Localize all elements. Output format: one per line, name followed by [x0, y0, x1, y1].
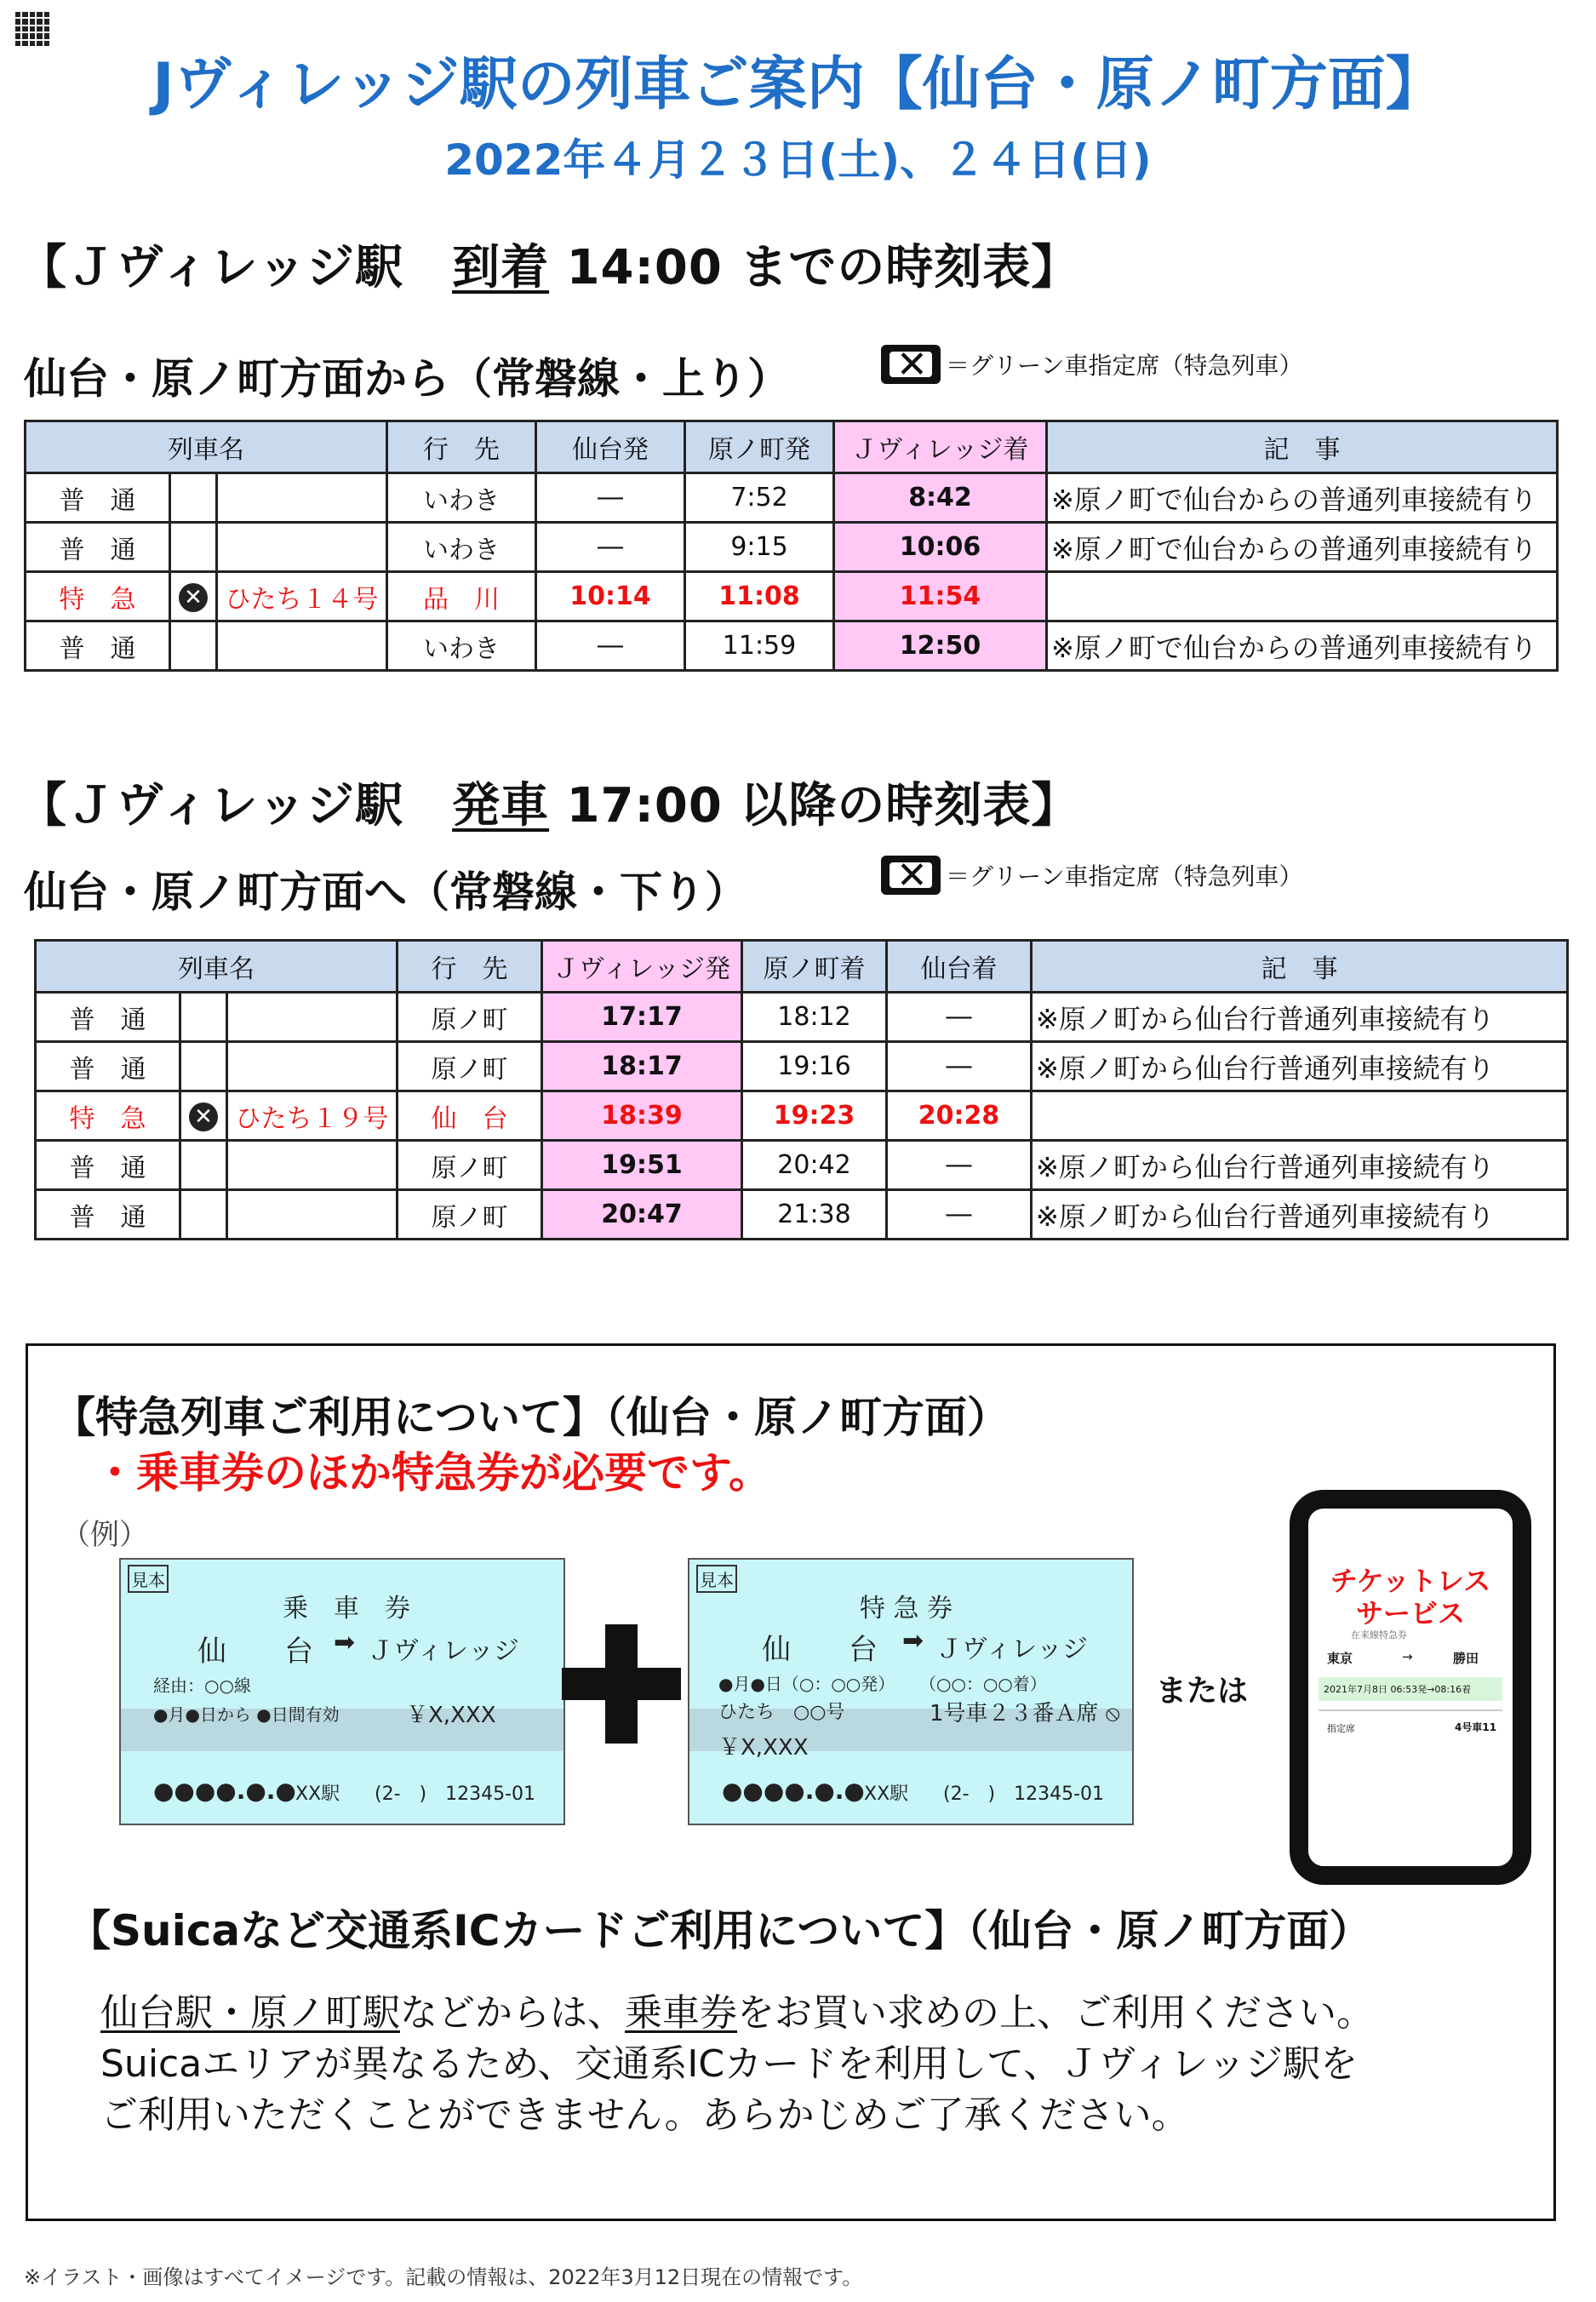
ticket-from: 仙 台 [762, 1633, 878, 1667]
time-cell: ― [887, 1042, 1032, 1091]
arrow-icon: ➡ [334, 1628, 356, 1658]
ticket-code: ●●●●.●.● [153, 1777, 296, 1805]
page-dates: 2022年４月２３日(土)、２４日(日) [444, 135, 1152, 185]
ticket-serial: (2- ) 12345-01 [375, 1784, 536, 1805]
sample-stamp: 見本 [696, 1565, 737, 1593]
departure-timetable [34, 939, 1569, 1240]
ticket-arrival: （○○：○○着） [919, 1674, 1047, 1694]
passenger-ticket-sample [119, 1558, 565, 1825]
phone-to: 勝田 [1453, 1651, 1479, 1666]
arrival-subheading: 仙台・原ノ町方面から（常磐線・上り） [24, 354, 790, 404]
green-car-icon [881, 856, 941, 895]
col-header: 原ノ町発 [685, 421, 834, 473]
ic-card-body: 仙台駅・原ノ町駅などからは、乗車券をお買い求めの上、ご利用ください。 Suicaエリアが異なるため、交通系ICカードを利用して、Ｊヴィレッジ駅を ご利用いただくことができません。あらかじめご了承ください。 [100, 1988, 1374, 2141]
green-car-icon: ✕ [189, 1102, 218, 1131]
ticket-serial: (2- ) 12345-01 [943, 1784, 1105, 1805]
ticket-station: XX駅 [864, 1784, 909, 1805]
phone-from: 東京 [1327, 1651, 1353, 1666]
table-row [36, 1091, 1568, 1141]
departure-subheading: 仙台・原ノ町方面へ（常磐線・下り） [24, 868, 747, 917]
train-type: 普 通 [26, 523, 170, 572]
time-cell: ― [887, 1190, 1032, 1240]
green-car-mark [180, 1141, 227, 1190]
time-cell: ― [536, 621, 685, 671]
train-type: 普 通 [36, 1141, 180, 1190]
ticket-to: Ｊヴィレッジ [936, 1635, 1088, 1664]
time-cell: ― [887, 1141, 1032, 1190]
green-car-mark [170, 621, 217, 671]
ticket-kind: 乗 車 券 [283, 1594, 410, 1623]
express-ticket-sample [688, 1558, 1134, 1825]
green-car-mark [170, 473, 217, 523]
ticketless-title: サービス [1355, 1597, 1465, 1629]
express-requirement: ・乗車券のほか特急券が必要です。 [94, 1448, 771, 1497]
train-type: 特 急 [26, 572, 170, 621]
note-cell: ※原ノ町から仙台行普通列車接続有り [1032, 993, 1568, 1042]
time-cell: ― [536, 473, 685, 523]
destination: いわき [387, 621, 536, 671]
time-cell: ― [887, 993, 1032, 1042]
note-cell: ※原ノ町で仙台からの普通列車接続有り [1047, 523, 1558, 572]
train-name [227, 1042, 398, 1091]
plus-icon [562, 1668, 681, 1700]
table-row [36, 1190, 1568, 1240]
example-label: （例） [61, 1518, 148, 1552]
ic-body-line: ご利用いただくことができません。あらかじめご了承ください。 [100, 2093, 1189, 2137]
time-cell: 18:17 [542, 1042, 742, 1091]
arrow-icon: → [1402, 1649, 1413, 1664]
col-header: Ｊヴィレッジ発 [542, 941, 742, 993]
green-car-legend [881, 345, 1302, 384]
ticket-price: ￥X,XXX [406, 1703, 496, 1728]
time-cell: 11:54 [834, 572, 1047, 621]
footer-note: ※イラスト・画像はすべてイメージです。記載の情報は、2022年3月12日現在の情報です。 [24, 2265, 863, 2289]
time-cell: 7:52 [685, 473, 834, 523]
time-cell: 20:28 [887, 1091, 1032, 1141]
ticket-departure: ●月●日（○：○○発） [718, 1674, 895, 1694]
green-car-mark [180, 993, 227, 1042]
table-row [26, 473, 1558, 523]
destination: いわき [387, 523, 536, 572]
phone-time: 2021年7月8日 06:53発→08:16着 [1324, 1684, 1472, 1695]
train-name [227, 993, 398, 1042]
train-name [217, 473, 387, 523]
departure-heading: 【Ｊヴィレッジ駅 発車 17:00 以降の時刻表】 [19, 778, 1080, 833]
time-cell: 20:47 [542, 1190, 742, 1240]
col-header: 記 事 [1032, 941, 1568, 993]
col-header: 列車名 [36, 941, 398, 993]
green-car-mark [180, 1091, 227, 1141]
table-row [36, 1141, 1568, 1190]
legend-text: ＝グリーン車指定席（特急列車） [946, 352, 1303, 380]
page-title: Jヴィレッジ駅の列車ご案内【仙台・原ノ町方面】 [152, 51, 1444, 118]
green-car-mark [180, 1042, 227, 1091]
time-cell: 8:42 [834, 473, 1047, 523]
phone-seat: 4号車11 [1455, 1721, 1497, 1733]
express-info-title: 【特急列車ご利用について】（仙台・原ノ町方面） [53, 1393, 1010, 1442]
col-header: 記 事 [1047, 421, 1558, 473]
time-cell: 10:14 [536, 572, 685, 621]
time-cell: 12:50 [834, 621, 1047, 671]
table-row [26, 523, 1558, 572]
legend-text: ＝グリーン車指定席（特急列車） [946, 862, 1303, 890]
sample-stamp: 見本 [128, 1565, 169, 1593]
ic-body-line: Suicaエリアが異なるため、交通系ICカードを利用して、Ｊヴィレッジ駅を [100, 2042, 1359, 2086]
train-type: 普 通 [26, 621, 170, 671]
note-cell: ※原ノ町から仙台行普通列車接続有り [1032, 1141, 1568, 1190]
ic-card-title: 【Suicaなど交通系ICカードご利用について】（仙台・原ノ町方面） [68, 1906, 1372, 1956]
time-cell: 17:17 [542, 993, 742, 1042]
train-type: 普 通 [36, 1042, 180, 1091]
ticket-code: ●●●●.●.● [722, 1777, 865, 1805]
train-type: 普 通 [26, 473, 170, 523]
destination: 原ノ町 [398, 1190, 542, 1240]
underlined-ticket: 乗車券 [625, 1991, 737, 2035]
time-cell: ― [536, 523, 685, 572]
time-cell: 19:16 [742, 1042, 887, 1091]
col-header: 行 先 [387, 421, 536, 473]
note-cell: ※原ノ町から仙台行普通列車接続有り [1032, 1190, 1568, 1240]
train-name [217, 621, 387, 671]
train-name [227, 1190, 398, 1240]
time-cell: 10:06 [834, 523, 1047, 572]
time-cell: 19:23 [742, 1091, 887, 1141]
destination: 原ノ町 [398, 1042, 542, 1091]
time-cell: 18:12 [742, 993, 887, 1042]
table-row [36, 993, 1568, 1042]
col-header: 仙台発 [536, 421, 685, 473]
table-row [26, 572, 1558, 621]
note-cell: ※原ノ町で仙台からの普通列車接続有り [1047, 473, 1558, 523]
train-name [217, 523, 387, 572]
or-label: または [1156, 1674, 1249, 1709]
note-cell [1047, 572, 1558, 621]
destination: 原ノ町 [398, 1141, 542, 1190]
ticket-price: ￥X,XXX [718, 1735, 809, 1761]
time-cell: 20:42 [742, 1141, 887, 1190]
note-cell [1032, 1091, 1568, 1141]
green-car-mark [180, 1190, 227, 1240]
underlined-stations: 仙台駅・原ノ町駅 [100, 1991, 400, 2035]
destination: 原ノ町 [398, 993, 542, 1042]
table-row [26, 621, 1558, 671]
ticket-station: XX駅 [295, 1784, 340, 1805]
train-name [227, 1141, 398, 1190]
green-car-mark [170, 572, 217, 621]
destination: 品 川 [387, 572, 536, 621]
phone-small-text: 在来線特急券 [1351, 1629, 1407, 1641]
green-car-icon [881, 345, 941, 384]
time-cell: 18:39 [542, 1091, 742, 1141]
col-header: 行 先 [398, 941, 542, 993]
arrow-icon: ➡ [902, 1626, 924, 1656]
train-name: ひたち１９号 [227, 1091, 398, 1141]
table-row [36, 1042, 1568, 1091]
green-car-icon: ✕ [179, 583, 208, 612]
note-cell: ※原ノ町から仙台行普通列車接続有り [1032, 1042, 1568, 1091]
train-name: ひたち１４号 [217, 572, 387, 621]
col-header: 仙台着 [887, 941, 1032, 993]
time-cell: 9:15 [685, 523, 834, 572]
ticket-seat: 1号車２３番Ａ席 ⦸ [930, 1701, 1120, 1726]
ticketless-title: チケットレス [1330, 1565, 1491, 1597]
note-cell: ※原ノ町で仙台からの普通列車接続有り [1047, 621, 1558, 671]
train-type: 特 急 [36, 1091, 180, 1141]
destination: 仙 台 [398, 1091, 542, 1141]
col-header: 列車名 [26, 421, 387, 473]
ticket-validity: ●月●日から ●日間有効 [153, 1704, 340, 1725]
time-cell: 21:38 [742, 1190, 887, 1240]
ticket-to: Ｊヴィレッジ [368, 1636, 519, 1666]
destination: いわき [387, 473, 536, 523]
ticket-via: 経由：○○線 [153, 1675, 251, 1696]
green-car-mark [170, 523, 217, 572]
col-header: 原ノ町着 [742, 941, 887, 993]
arrival-heading: 【Ｊヴィレッジ駅 到着 14:00 までの時刻表】 [19, 240, 1080, 295]
time-cell: 11:59 [685, 621, 834, 671]
ticket-from: 仙 台 [197, 1635, 313, 1669]
time-cell: 11:08 [685, 572, 834, 621]
train-type: 普 通 [36, 1190, 180, 1240]
col-header: Ｊヴィレッジ着 [834, 421, 1047, 473]
ticket-kind: 特 急 券 [860, 1594, 953, 1623]
smartphone-ticketless-illustration [1290, 1490, 1531, 1885]
green-car-legend [881, 856, 1302, 895]
ticket-train: ひたち ○○号 [718, 1702, 845, 1723]
train-type: 普 通 [36, 993, 180, 1042]
time-cell: 19:51 [542, 1141, 742, 1190]
phone-seat-label: 指定席 [1327, 1723, 1355, 1734]
arrival-timetable [24, 420, 1559, 672]
